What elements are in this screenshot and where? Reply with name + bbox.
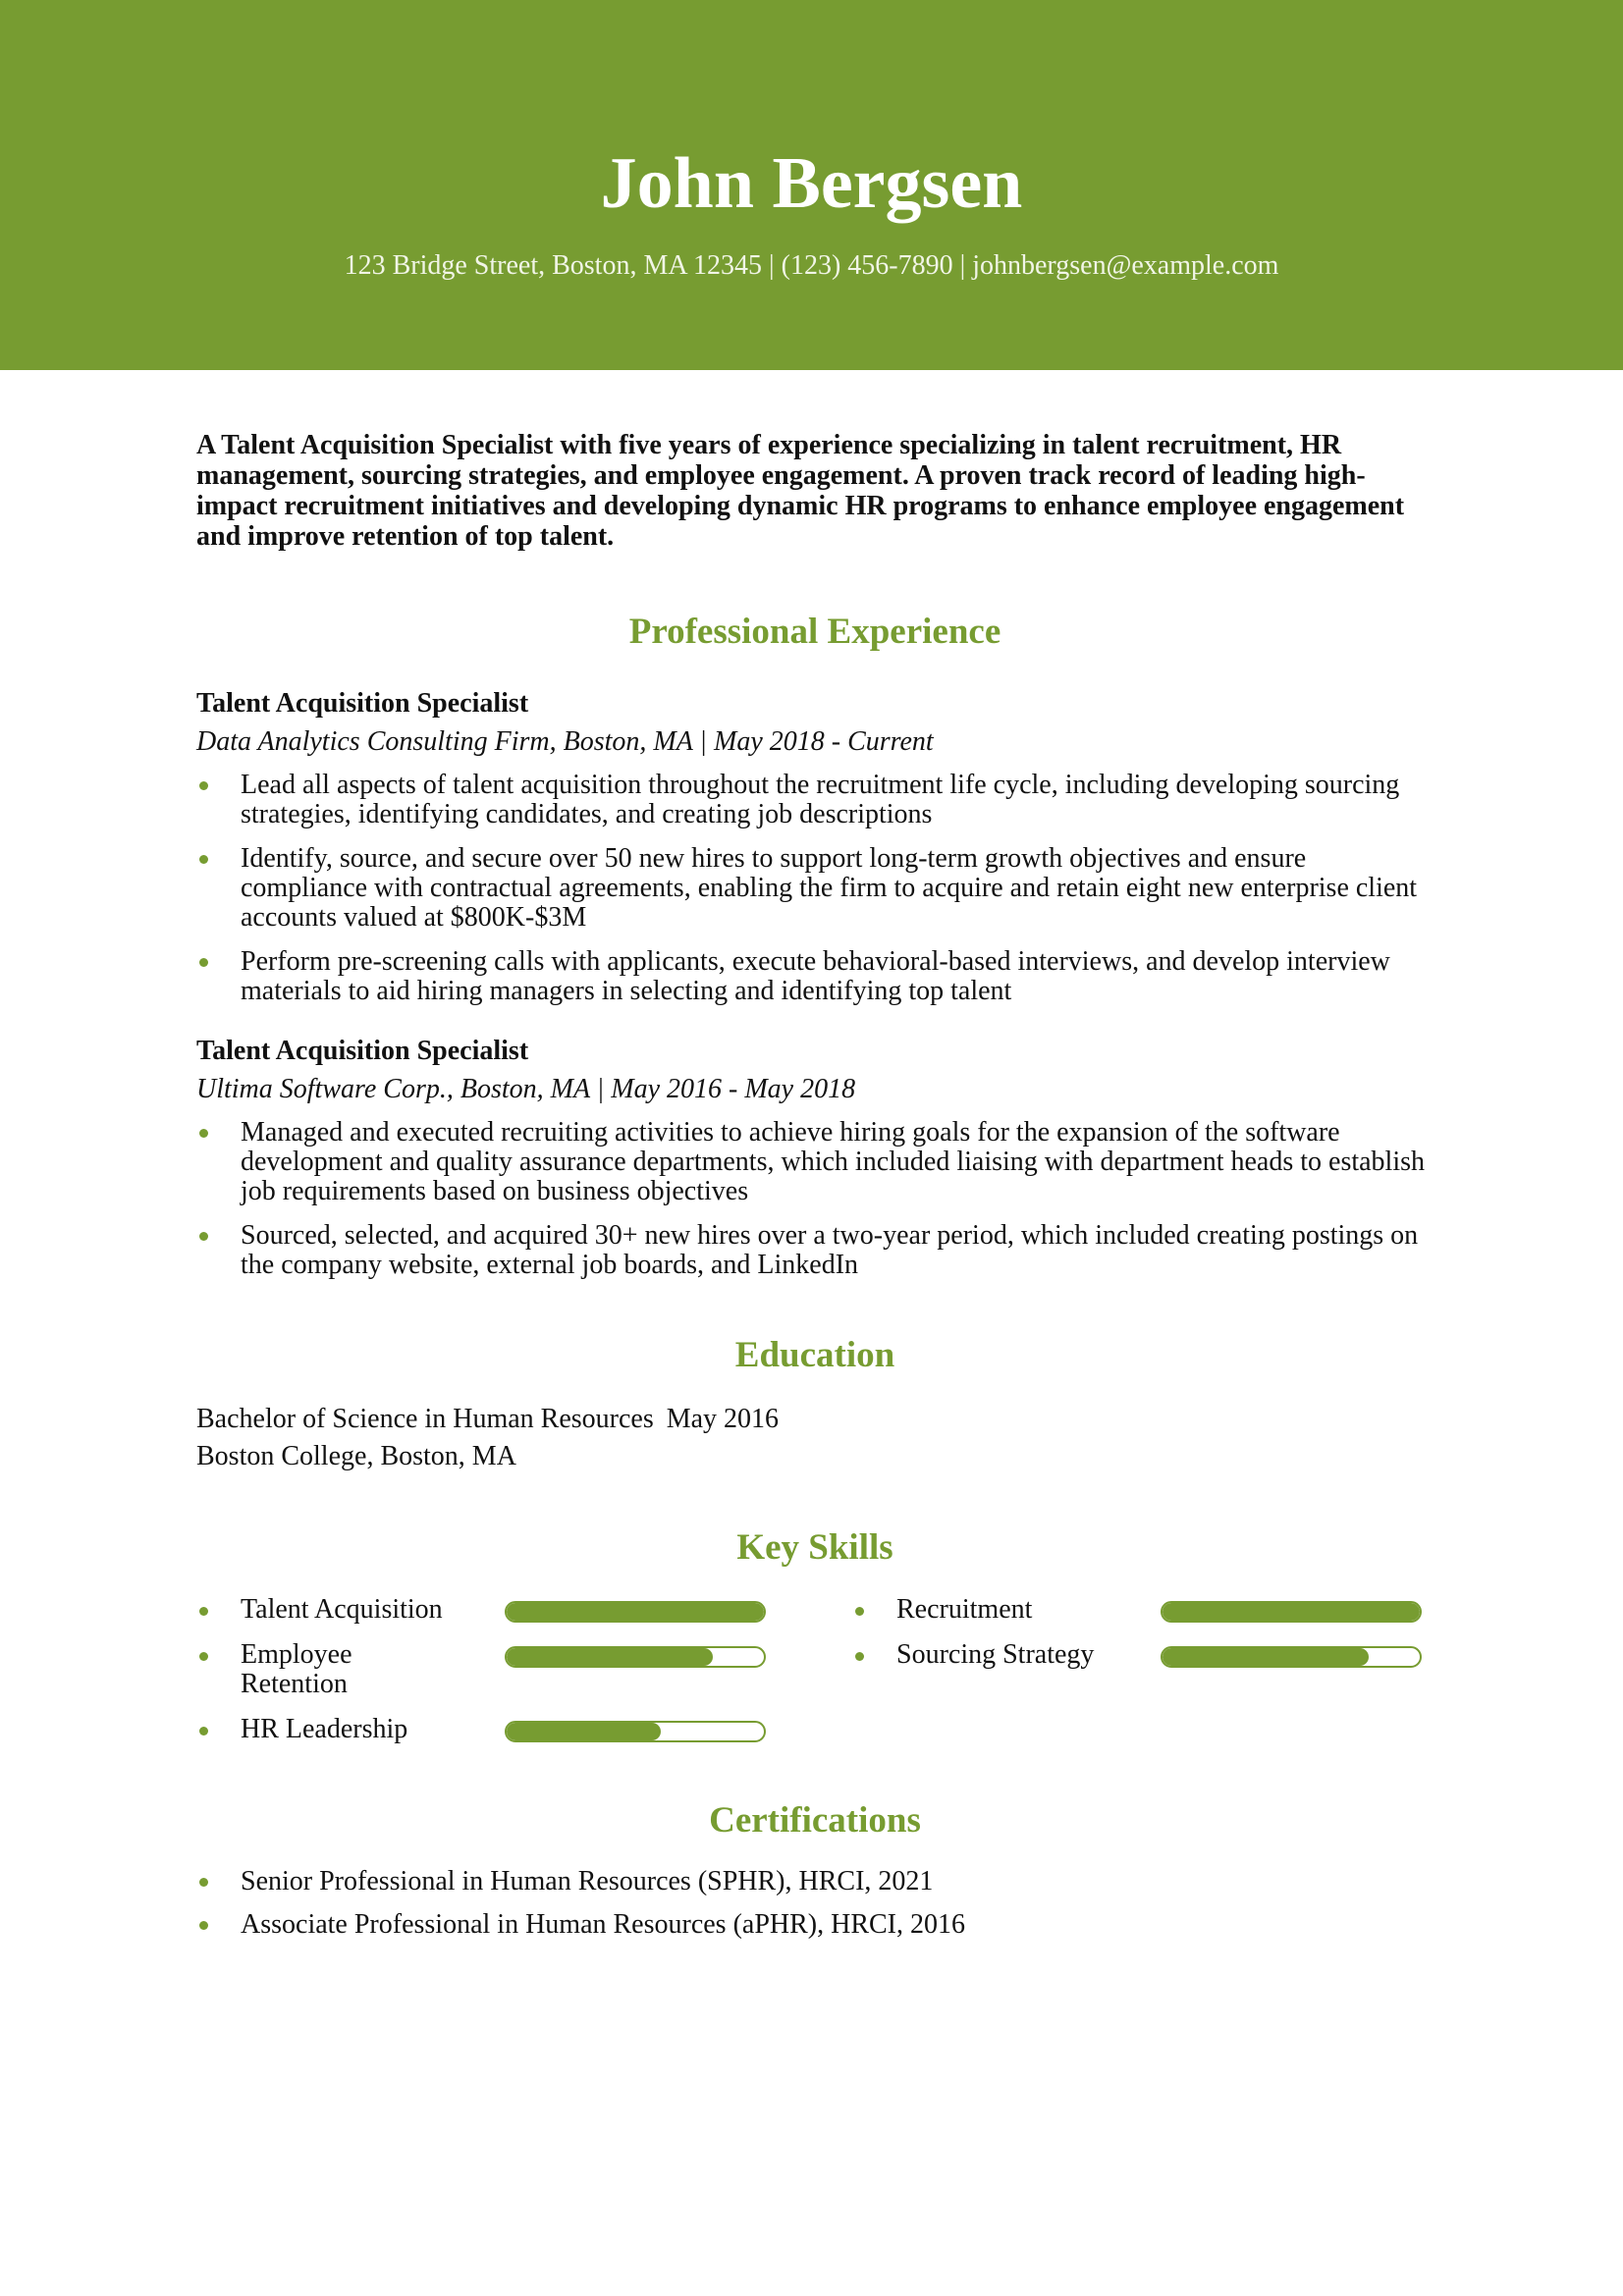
list-item-text: Identify, source, and secure over 50 new hires to support long-term growth objectives and ensure compliance with contractual agreements, enabling the firm to acquire and retain eight new enterprise client accounts valued at $800K-$3M: [241, 843, 1418, 933]
bullet-icon: [199, 781, 208, 790]
skill-label: Sourcing Strategy: [896, 1639, 1095, 1670]
skill-level-fill: [507, 1648, 713, 1666]
list-item: [196, 947, 1434, 1006]
list-item-text: Lead all aspects of talent acquisition throughout the recruitment life cycle, including developing sourcing strategies, identifying candidates, and creating job descriptions: [241, 770, 1400, 829]
bullet-icon: [199, 958, 208, 967]
list-item: [196, 1221, 1434, 1280]
education-school: Boston College, Boston, MA: [196, 1441, 516, 1471]
bullet-icon: [199, 1878, 208, 1887]
list-item-text: Sourced, selected, and acquired 30+ new hires over a two-year period, which included creating postings on the company website, external job boards, and LinkedIn: [241, 1220, 1419, 1280]
list-item: [196, 1867, 1434, 1896]
job-entry: [196, 686, 1434, 1006]
job-meta: Data Analytics Consulting Firm, Boston, MA | May 2018 - Current: [196, 726, 934, 757]
bullet-icon: [199, 1607, 208, 1616]
candidate-name: John Bergsen: [600, 143, 1023, 224]
list-item-text: Managed and executed recruiting activities to achieve hiring goals for the expansion of the software development and quality assurance departments, which included liaising with department heads to establish job requirements based on business objectives: [241, 1117, 1426, 1206]
skill-label: Talent Acquisition: [241, 1594, 443, 1625]
job-entry: [196, 1034, 1434, 1280]
bullet-icon: [199, 1129, 208, 1138]
skill-item: [196, 1715, 825, 1774]
summary: A Talent Acquisition Specialist with five years of experience specializing in talent recruitment, HR management, sourcing strategies, and employee engagement. A proven track record of leading high-impact recruitment initiatives and developing dynamic HR programs to enhance employee engagement and improve retention of top talent.: [196, 430, 1405, 552]
skill-item: [852, 1640, 1481, 1699]
list-item-text: Associate Professional in Human Resources (aPHR), HRCI, 2016: [241, 1909, 966, 1940]
skill-level-fill: [507, 1723, 661, 1740]
skill-level-fill: [507, 1603, 764, 1621]
list-item: [196, 1118, 1434, 1206]
list-item-text: Perform pre-screening calls with applicants, execute behavioral-based interviews, and develop interview materials to aid hiring managers in selecting and identifying top talent: [241, 946, 1390, 1006]
skill-level-bar: [505, 1721, 766, 1742]
skill-level-bar: [505, 1601, 766, 1623]
job-title: Talent Acquisition Specialist: [196, 688, 529, 719]
skill-label: Recruitment: [896, 1594, 1033, 1625]
skill-level-fill: [1163, 1603, 1420, 1621]
list-item-text: Senior Professional in Human Resources (SPHR), HRCI, 2021: [241, 1866, 934, 1896]
certifications-list: [196, 1867, 1434, 1940]
skill-label: Employee Retention: [241, 1639, 352, 1699]
list-item: [196, 844, 1434, 933]
job-meta: Ultima Software Corp., Boston, MA | May 2016 - May 2018: [196, 1074, 856, 1104]
education-date: May 2016: [666, 1404, 780, 1434]
bullet-icon: [199, 1727, 208, 1735]
resume-body: [196, 430, 1434, 1940]
contact-info: 123 Bridge Street, Boston, MA 12345 | (123) 456-7890 | johnbergsen@example.com: [344, 250, 1279, 281]
skills-grid: [196, 1595, 1434, 1742]
bullet-icon: [199, 855, 208, 864]
education-entry: [196, 1401, 1434, 1475]
bullet-icon: [199, 1921, 208, 1930]
bullet-icon: [199, 1652, 208, 1661]
job-title: Talent Acquisition Specialist: [196, 1036, 529, 1066]
list-item: [196, 1910, 1434, 1940]
list-item: [196, 771, 1434, 829]
skill-level-bar: [1161, 1601, 1422, 1623]
skill-level-fill: [1163, 1648, 1369, 1666]
education-degree-line: [196, 1401, 1434, 1438]
skill-level-bar: [505, 1646, 766, 1668]
bullet-icon: [199, 1232, 208, 1241]
bullet-icon: [855, 1652, 864, 1661]
skill-label: HR Leadership: [241, 1714, 408, 1744]
section-title-skills: Key Skills: [736, 1527, 893, 1568]
education-degree: Bachelor of Science in Human Resources: [196, 1404, 654, 1434]
job-bullets: [196, 771, 1434, 1006]
job-bullets: [196, 1118, 1434, 1280]
skill-item: [196, 1640, 825, 1699]
section-title-certifications: Certifications: [709, 1800, 921, 1841]
skill-level-bar: [1161, 1646, 1422, 1668]
section-title-education: Education: [734, 1335, 895, 1375]
section-title-experience: Professional Experience: [628, 612, 1001, 652]
bullet-icon: [855, 1607, 864, 1616]
header-banner: [0, 0, 1623, 370]
